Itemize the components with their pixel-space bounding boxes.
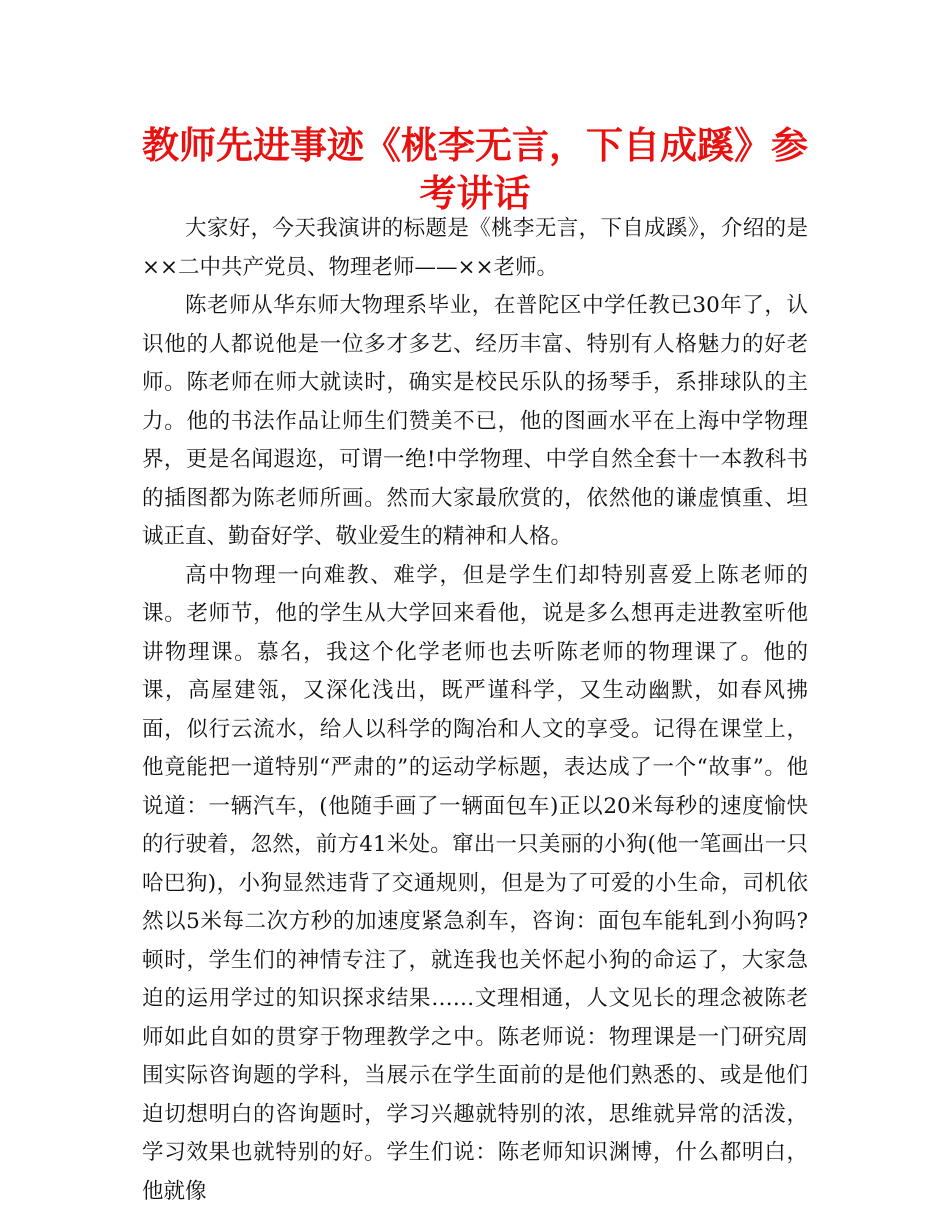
paragraph-teaching: 高中物理一向难教、难学，但是学生们却特别喜爱上陈老师的课。老师节，他的学生从大学回来看他，说是多么想再走进教室听他讲物理课。慕名，我这个化学老师也去听陈老师的物理课了。他的课，高屋建瓴，又深化浅出，既严谨科学，又生动幽默，如春风拂面，似行云流水，给人以科学的陶冶和人文的享受。记得在课堂上，他竟能把一道特别“严肃的”的运动学标题，表达成了一个“故事”。他说道：一辆汽车，(他随手画了一辆面包车)正以20米每秒的速度愉快的行驶着，忽然，前方41米处。窜出一只美丽的小狗(他一笔画出一只哈巴狗)，小狗显然违背了交通规则，但是为了可爱的小生命，司机依然以5米每二次方秒的加速度紧急刹车，咨询：面包车能轧到小狗吗?顿时，学生们的神情专注了，就连我也关怀起小狗的命运了，大家急迫的运用学过的知识探求结果……文理相通，人文见长的理念被陈老师如此自如的贯穿于物理教学之中。陈老师说：物理课是一门研究周围实际咨询题的学科，当展示在学生面前的是他们熟悉的、或是他们迫切想明白的咨询题时，学习兴趣就特别的浓，思维就异常的活泼，学习效果也就特别的好。学生们说：陈老师知识渊博，什么都明白，他就像 bbox=[142, 562, 808, 1204]
paragraph-intro: 大家好，今天我演讲的标题是《桃李无言，下自成蹊》，介绍的是××二中共产党员、物理老师——××老师。 bbox=[142, 216, 808, 280]
document-title: 教师先进事迹《桃李无言，下自成蹊》参考讲话 bbox=[142, 124, 808, 215]
paragraph-background: 陈老师从华东师大物理系毕业，在普陀区中学任教已30年了，认识他的人都说他是一位多才多艺、经历丰富、特别有人格魅力的好老师。陈老师在师大就读时，确实是校民乐队的扬琴手，系排球队的主力。他的书法作品让师生们赞美不已，他的图画水平在上海中学物理界，更是名闻遐迩，可谓一绝!中学物理、中学自然全套十一本教科书的插图都为陈老师所画。然而大家最欣赏的，依然他的谦虚慎重、坦诚正直、勤奋好学、敬业爱生的精神和人格。 bbox=[142, 293, 808, 549]
document-body bbox=[142, 210, 808, 1211]
